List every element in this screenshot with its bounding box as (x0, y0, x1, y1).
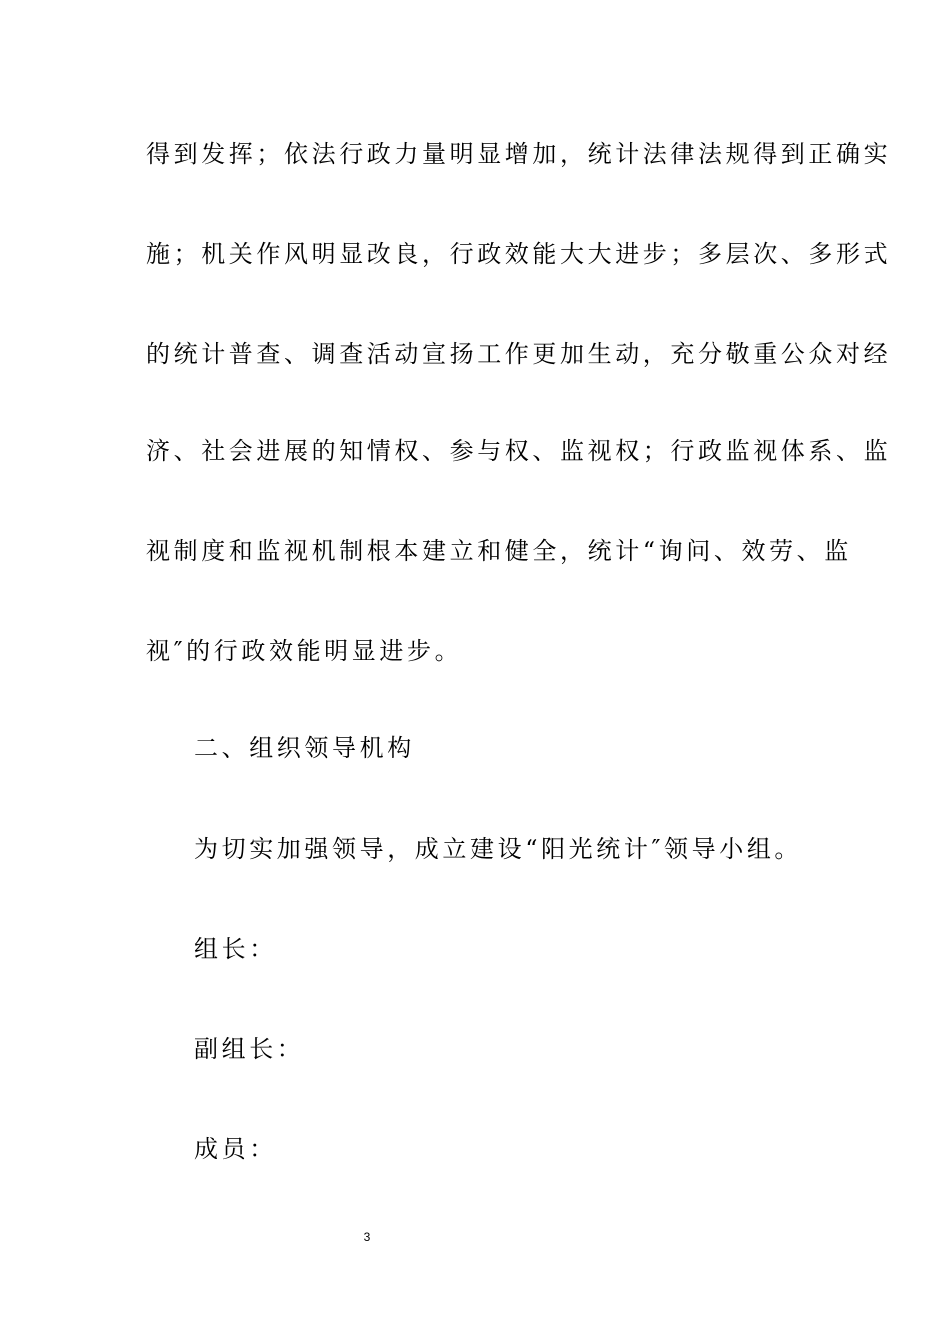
members-label: 成员： (194, 1135, 277, 1163)
paragraph-line-4: 济、社会进展的知情权、参与权、监视权；行政监视体系、监 (146, 437, 892, 465)
leader-label: 组长： (194, 935, 277, 963)
paragraph-line-1: 得到发挥；依法行政力量明显增加，统计法律法规得到正确实 (146, 140, 892, 168)
paragraph-line-3: 的统计普查、调查活动宣扬工作更加生动，充分敬重公众对经 (146, 340, 892, 368)
paragraph-line-5: 视制度和监视机制根本建立和健全，统计“询问、效劳、监 (146, 537, 852, 565)
paragraph-line-6: 视″的行政效能明显进步。 (146, 637, 463, 665)
section-heading: 二、组织领导机构 (194, 734, 415, 762)
paragraph-line-2: 施；机关作风明显改良，行政效能大大进步；多层次、多形式 (146, 240, 892, 268)
intro-paragraph: 为切实加强领导，成立建设“阳光统计″领导小组。 (194, 835, 803, 863)
deputy-leader-label: 副组长： (194, 1035, 305, 1063)
page-number: 3 (363, 1230, 371, 1244)
